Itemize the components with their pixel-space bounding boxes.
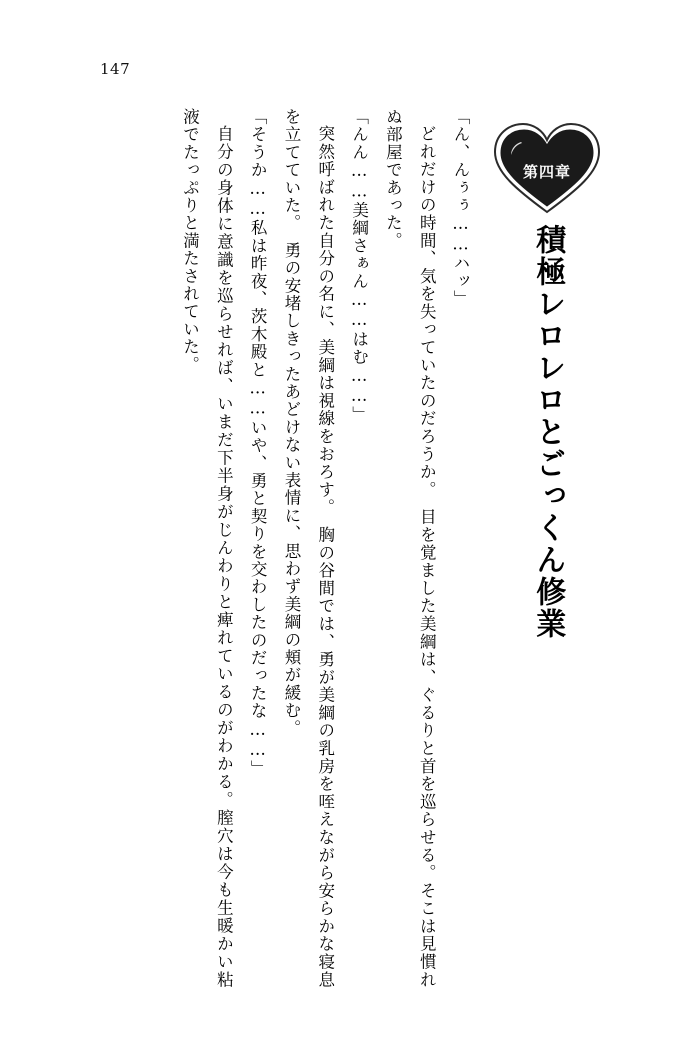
chapter-badge-label: 第四章: [522, 162, 571, 181]
paragraph: 「んん……美綱さぁん……はむ……」: [349, 108, 369, 424]
body-text: [70, 108, 477, 988]
heart-icon: [491, 120, 603, 216]
page-number: 147: [100, 60, 131, 78]
chapter-title: 積極レロレロとごっくん修業: [530, 224, 566, 640]
paragraph: 突然呼ばれた自分の名に、美綱は視線をおろす。 胸の谷間では、勇が美綱の乳房を咥えながら安らかな寝息を立てていた。 勇の安堵しきったあどけない表情に、思わず美綱の頬が緩む。: [281, 108, 335, 988]
paragraph: 自分の身体に意識を巡らせれば、いまだ下半身がじんわりと痺れているのがわかる。膣穴は今も生暖かい粘液でたっぷりと満たされていた。: [180, 108, 234, 988]
paragraph: どれだけの時間、気を失っていたのだろうか。 目を覚ました美綱は、ぐるりと首を巡らせる。そこは見慣れぬ部屋であった。: [383, 108, 437, 988]
paragraph: 「ん、んぅぅ……ハッ」: [451, 108, 470, 308]
paragraph: 「そうか……私は昨夜、茨木殿と……いや、勇と契りを交わしたのだったな……」: [248, 108, 268, 778]
chapter-heading: [487, 120, 607, 660]
